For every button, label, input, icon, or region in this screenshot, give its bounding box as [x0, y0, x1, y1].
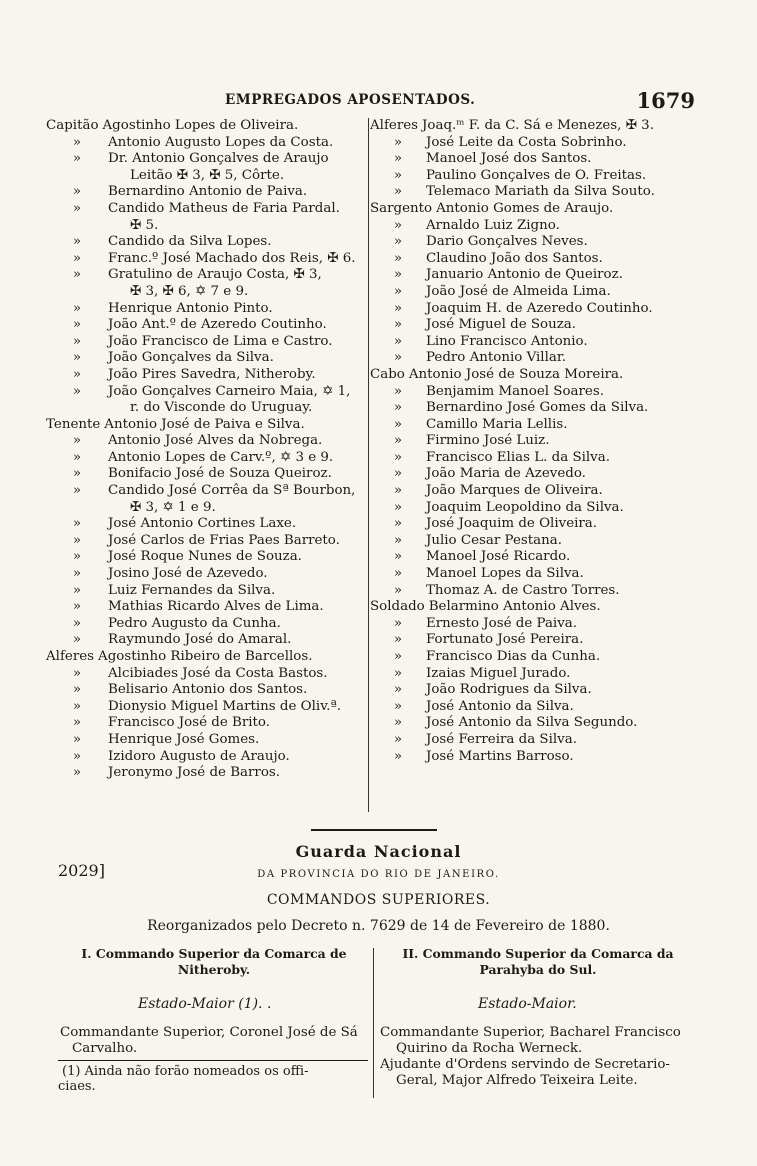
ditto-mark: » — [393, 400, 403, 416]
roster-line — [370, 466, 705, 483]
roster-line — [370, 251, 705, 268]
ditto-mark: » — [72, 549, 82, 565]
officer-name: Telemaco Mariath da Silva Souto. — [426, 184, 655, 200]
roster-line — [370, 151, 705, 168]
ditto-mark: » — [72, 184, 82, 200]
roster-line — [370, 516, 705, 533]
officer-name: Henrique Antonio Pinto. — [108, 300, 273, 316]
ditto-mark: » — [72, 599, 82, 615]
officer-name: Antonio José de Paiva e Silva. — [104, 416, 305, 432]
roster-line — [46, 350, 366, 367]
section-subtitle: DA PROVINCIA DO RIO DE JANEIRO. — [257, 869, 500, 880]
rank-label: Capitão — [46, 118, 99, 133]
ditto-mark: » — [393, 184, 403, 200]
roster-line — [370, 168, 705, 185]
roster-line — [46, 267, 366, 284]
roster-line — [46, 168, 366, 185]
ditto-mark: » — [72, 317, 82, 333]
roster-line — [370, 350, 705, 367]
officer-right-line1: Commandante Superior, Bacharel Francisco — [380, 1025, 681, 1040]
officer-name: Joaquim H. de Azeredo Coutinho. — [426, 300, 653, 316]
ditto-mark: » — [72, 234, 82, 250]
officer-name: Francisco Dias da Cunha. — [426, 649, 601, 664]
ditto-mark: » — [72, 748, 82, 764]
roster-line — [46, 699, 366, 716]
ditto-mark: » — [393, 483, 403, 499]
ditto-mark: » — [393, 333, 403, 349]
rank-label: Tenente — [46, 416, 101, 432]
roster-line — [370, 549, 705, 566]
officer-name: Antonio Lopes de Carv.º, ✡ 3 e 9. — [108, 449, 334, 465]
officer-name: Josino José de Azevedo. — [108, 566, 268, 582]
page-title: EMPREGADOS APOSENTADOS. — [225, 92, 476, 108]
command-title-right-line1: II. Commando Superior da Comarca da — [402, 946, 674, 961]
ditto-mark: » — [72, 433, 82, 449]
officer-name: Firmino José Luiz. — [426, 433, 550, 449]
officer-name: Agostinho Lopes de Oliveira. — [102, 118, 299, 133]
ditto-mark: » — [393, 449, 403, 465]
section-rule — [311, 829, 437, 831]
command-title-right — [378, 946, 698, 978]
roster-line — [370, 218, 705, 235]
officer-name: Joaquim Leopoldino da Silva. — [426, 499, 624, 515]
officer-name: Manoel José Ricardo. — [426, 549, 571, 565]
ditto-mark: » — [393, 433, 403, 449]
roster-line — [370, 566, 705, 583]
officer-name: Antonio José de Souza Moreira. — [408, 366, 624, 382]
roster-line — [46, 516, 366, 533]
ditto-mark: » — [72, 267, 82, 283]
officer-name: João Francisco de Lima e Castro. — [108, 333, 333, 349]
roster-line — [370, 301, 705, 318]
ditto-mark: » — [72, 615, 82, 631]
roster-line — [370, 417, 705, 434]
ditto-mark: » — [72, 300, 82, 316]
ditto-mark: » — [393, 416, 403, 432]
ditto-mark: » — [72, 582, 82, 598]
roster-line — [370, 682, 705, 699]
officer-name: Mathias Ricardo Alves de Lima. — [108, 599, 324, 615]
roster-line — [370, 267, 705, 284]
ditto-mark: » — [393, 632, 403, 648]
roster-line — [46, 135, 366, 152]
officer-right-line4: Geral, Major Alfredo Teixeira Leite. — [396, 1073, 638, 1088]
ditto-mark: » — [393, 682, 403, 698]
ditto-mark: » — [393, 698, 403, 714]
roster-line — [46, 566, 366, 583]
officer-name: ✠ 3, ✠ 6, ✡ 7 e 9. — [130, 283, 249, 299]
roster-line — [46, 201, 366, 218]
officer-name: José Antonio Cortines Laxe. — [108, 516, 297, 532]
officer-name: José Leite da Costa Sobrinho. — [426, 134, 627, 150]
officer-name: Manoel Lopes da Silva. — [426, 566, 584, 582]
roster-line — [370, 533, 705, 550]
officer-name: Franc.º José Machado dos Reis, ✠ 6. — [108, 250, 356, 266]
officer-name: Bernardino Antonio de Paiva. — [108, 184, 308, 200]
officer-left-line2: Carvalho. — [72, 1041, 138, 1056]
ditto-mark: » — [393, 167, 403, 183]
officer-name: Dario Gonçalves Neves. — [426, 234, 588, 250]
ditto-mark: » — [393, 466, 403, 482]
officer-name: Dr. Antonio Gonçalves de Araujo — [108, 151, 329, 167]
ditto-mark: » — [72, 715, 82, 731]
roster-line — [46, 234, 366, 251]
officer-name: Agostinho Ribeiro de Barcellos. — [98, 649, 313, 664]
roster-line — [370, 749, 705, 766]
officer-name: Belarmino Antonio Alves. — [428, 599, 601, 615]
ditto-mark: » — [72, 134, 82, 150]
ditto-mark: » — [72, 350, 82, 366]
officer-name: Henrique José Gomes. — [108, 731, 260, 747]
ditto-mark: » — [72, 151, 82, 167]
roster-line — [370, 483, 705, 500]
ditto-mark: » — [72, 731, 82, 747]
roster-line — [370, 201, 705, 218]
roster-line — [46, 682, 366, 699]
ditto-mark: » — [393, 317, 403, 333]
officer-name: ✠ 3, ✡ 1 e 9. — [130, 499, 216, 515]
roster-line — [46, 616, 366, 633]
rank-label: Cabo — [370, 366, 405, 382]
roster-line — [46, 749, 366, 766]
ditto-mark: » — [72, 366, 82, 382]
ditto-mark: » — [393, 350, 403, 366]
rank-label: Sargento — [370, 200, 433, 216]
commands-divider — [373, 948, 374, 1098]
footnote-line2: ciaes. — [58, 1079, 96, 1094]
ditto-mark: » — [393, 549, 403, 565]
ditto-mark: » — [393, 748, 403, 764]
officer-name: Januario Antonio de Queiroz. — [426, 267, 623, 283]
officer-name: r. do Visconde do Uruguay. — [130, 400, 313, 416]
officer-left-line1: Commandante Superior, Coronel José de Sá — [60, 1025, 358, 1040]
ditto-mark: » — [72, 449, 82, 465]
officer-name: Antonio José Alves da Nobrega. — [108, 433, 323, 449]
officer-right-line2: Quirino da Rocha Werneck. — [396, 1041, 583, 1056]
officer-name: Thomaz A. de Castro Torres. — [426, 582, 620, 598]
officer-name: Bernardino José Gomes da Silva. — [426, 400, 649, 416]
officer-entry-left — [60, 1025, 370, 1057]
roster-line — [46, 400, 366, 417]
ditto-mark: » — [393, 283, 403, 299]
page-number: 1679 — [636, 88, 695, 113]
officer-name: Pedro Antonio Villar. — [426, 350, 567, 366]
officer-name: Gratulino de Araujo Costa, ✠ 3, — [108, 267, 322, 283]
officer-name: João Pires Savedra, Nitheroby. — [108, 366, 316, 382]
roster-line — [46, 483, 366, 500]
roster-line — [46, 251, 366, 268]
roster-line — [46, 317, 366, 334]
ditto-mark: » — [393, 250, 403, 266]
officer-right-line3: Ajudante d'Ordens servindo de Secretario- — [380, 1057, 670, 1072]
roster-line — [370, 732, 705, 749]
roster-line — [370, 400, 705, 417]
ditto-mark: » — [72, 483, 82, 499]
roster-line — [46, 732, 366, 749]
roster-line — [46, 284, 366, 301]
ditto-mark: » — [72, 383, 82, 399]
ditto-mark: » — [393, 715, 403, 731]
ditto-mark: » — [72, 516, 82, 532]
roster-line — [370, 632, 705, 649]
officer-name: Claudino João dos Santos. — [426, 250, 603, 266]
roster-line — [46, 367, 366, 384]
ditto-mark: » — [72, 682, 82, 698]
ditto-mark: » — [393, 300, 403, 316]
roster-line — [46, 433, 366, 450]
ditto-mark: » — [393, 134, 403, 150]
officer-name: Ernesto José de Paiva. — [426, 615, 578, 631]
ditto-mark: » — [393, 234, 403, 250]
roster-line — [46, 632, 366, 649]
officer-name: Julio Cesar Pestana. — [426, 532, 562, 548]
roster-line — [370, 334, 705, 351]
roster-line — [370, 433, 705, 450]
roster-line — [46, 583, 366, 600]
ditto-mark: » — [72, 250, 82, 266]
ditto-mark: » — [72, 532, 82, 548]
roster-line — [370, 284, 705, 301]
footnote-line1: (1) Ainda não forão nomeados os offi- — [62, 1064, 309, 1079]
officer-name: João Gonçalves Carneiro Maia, ✡ 1, — [108, 383, 351, 399]
officer-name: Camillo Maria Lellis. — [426, 416, 568, 432]
command-title-right-line2: Parahyba do Sul. — [479, 962, 597, 977]
ditto-mark: » — [72, 665, 82, 681]
officer-name: José Carlos de Frias Paes Barreto. — [108, 532, 340, 548]
officer-name: Arnaldo Luiz Zigno. — [426, 217, 560, 233]
roster-line — [46, 666, 366, 683]
officer-name: Candido José Corrêa da Sª Bourbon, — [108, 483, 356, 499]
ditto-mark: » — [72, 200, 82, 216]
roster-line — [370, 500, 705, 517]
ditto-mark: » — [393, 566, 403, 582]
officer-name: Antonio Gomes de Araujo. — [436, 200, 614, 216]
rank-label: Alferes — [46, 649, 95, 664]
ditto-mark: » — [72, 333, 82, 349]
roster-line — [46, 218, 366, 235]
column-divider — [368, 118, 369, 812]
rank-label: Soldado — [370, 599, 425, 615]
officer-name: José Joaquim de Oliveira. — [426, 516, 598, 532]
ditto-mark: » — [72, 466, 82, 482]
ditto-mark: » — [72, 632, 82, 648]
left-column — [46, 118, 366, 782]
footnote — [58, 1064, 368, 1094]
section-id: 2029] — [58, 861, 105, 880]
ditto-mark: » — [393, 151, 403, 167]
roster-line — [370, 234, 705, 251]
roster-line — [46, 649, 366, 666]
roster-line — [46, 765, 366, 782]
roster-line — [46, 184, 366, 201]
officer-name: Candido da Silva Lopes. — [108, 234, 272, 250]
ditto-mark: » — [393, 267, 403, 283]
roster-line — [370, 583, 705, 600]
roster-line — [370, 715, 705, 732]
roster-line — [370, 666, 705, 683]
roster-line — [370, 184, 705, 201]
officer-name: Joaq.ᵐ F. da C. Sá e Menezes, ✠ 3. — [422, 118, 654, 133]
roster-line — [46, 500, 366, 517]
officer-name: João José de Almeida Lima. — [426, 283, 611, 299]
roster-line — [370, 317, 705, 334]
roster-line — [370, 135, 705, 152]
right-column — [370, 118, 705, 765]
officer-name: Belisario Antonio dos Santos. — [108, 682, 308, 698]
roster-line — [46, 715, 366, 732]
officer-name: Leitão ✠ 3, ✠ 5, Côrte. — [130, 167, 285, 183]
officer-name: Luiz Fernandes da Silva. — [108, 582, 276, 598]
roster-line — [46, 301, 366, 318]
roster-line — [370, 599, 705, 616]
command-title-left-line2: Nitheroby. — [177, 962, 251, 977]
roster-line — [46, 151, 366, 168]
section-heading: COMMANDOS SUPERIORES. — [266, 892, 491, 908]
officer-name: Candido Matheus de Faria Pardal. — [108, 200, 340, 216]
officer-name: José Martins Barroso. — [426, 748, 574, 764]
officer-name: Bonifacio José de Souza Queiroz. — [108, 466, 332, 482]
officer-name: Francisco Elias L. da Silva. — [426, 449, 610, 465]
staff-label-left: Estado-Maior (1). . — [138, 996, 272, 1012]
ditto-mark: » — [393, 217, 403, 233]
ditto-mark: » — [393, 582, 403, 598]
officer-name: João Rodrigues da Silva. — [426, 682, 592, 698]
roster-line — [370, 384, 705, 401]
ditto-mark: » — [72, 566, 82, 582]
roster-line — [370, 616, 705, 633]
officer-name: Jeronymo José de Barros. — [108, 765, 281, 781]
ditto-mark: » — [72, 698, 82, 714]
roster-line — [370, 367, 705, 384]
officer-name: Paulino Gonçalves de O. Freitas. — [426, 167, 647, 183]
roster-line — [370, 699, 705, 716]
officer-name: Manoel José dos Santos. — [426, 151, 592, 167]
officer-name: Raymundo José do Amaral. — [108, 632, 292, 648]
staff-label-right: Estado-Maior. — [478, 996, 577, 1012]
officer-name: João Maria de Azevedo. — [426, 466, 586, 482]
officer-name: José Ferreira da Silva. — [426, 731, 577, 747]
officer-name: José Roque Nunes de Souza. — [108, 549, 302, 565]
ditto-mark: » — [393, 649, 403, 664]
ditto-mark: » — [393, 532, 403, 548]
officer-name: José Antonio da Silva. — [426, 698, 574, 714]
roster-line — [370, 649, 705, 666]
rank-label: Alferes — [370, 118, 419, 133]
officer-name: José Antonio da Silva Segundo. — [426, 715, 638, 731]
decree-line: Reorganizados pelo Decreto n. 7629 de 14 de Fevereiro de 1880. — [147, 918, 610, 934]
ditto-mark: » — [72, 765, 82, 781]
roster-line — [46, 384, 366, 401]
officer-name: Izidoro Augusto de Araujo. — [108, 748, 290, 764]
officer-name: Izaias Miguel Jurado. — [426, 665, 571, 681]
officer-name: Lino Francisco Antonio. — [426, 333, 588, 349]
roster-line — [370, 450, 705, 467]
roster-line — [46, 599, 366, 616]
officer-name: João Gonçalves da Silva. — [108, 350, 274, 366]
officer-entry-right — [380, 1025, 705, 1089]
officer-name: Fortunato José Pereira. — [426, 632, 584, 648]
officer-name: Francisco José de Brito. — [108, 715, 270, 731]
ditto-mark: » — [393, 665, 403, 681]
roster-line — [46, 450, 366, 467]
roster-line — [46, 533, 366, 550]
page-header — [0, 88, 757, 116]
roster-line — [46, 334, 366, 351]
roster-line — [370, 118, 705, 135]
section-title: Guarda Nacional — [295, 842, 462, 861]
roster-line — [46, 549, 366, 566]
officer-name: José Miguel de Souza. — [426, 317, 577, 333]
roster-line — [46, 118, 366, 135]
officer-name: João Ant.º de Azeredo Coutinho. — [108, 317, 327, 333]
ditto-mark: » — [393, 731, 403, 747]
roster-line — [46, 466, 366, 483]
ditto-mark: » — [393, 615, 403, 631]
command-title-left-line1: I. Commando Superior da Comarca de — [81, 946, 347, 961]
officer-name: Benjamim Manoel Soares. — [426, 383, 604, 399]
footnote-rule — [58, 1060, 368, 1061]
ditto-mark: » — [393, 499, 403, 515]
roster-line — [46, 417, 366, 434]
ditto-mark: » — [393, 516, 403, 532]
officer-name: Pedro Augusto da Cunha. — [108, 615, 281, 631]
officer-name: Dionysio Miguel Martins de Oliv.ª. — [108, 698, 342, 714]
officer-name: Alcibiades José da Costa Bastos. — [108, 665, 328, 681]
officer-name: ✠ 5. — [130, 217, 159, 233]
officer-name: Antonio Augusto Lopes da Costa. — [108, 134, 334, 150]
officer-name: João Marques de Oliveira. — [426, 483, 603, 499]
ditto-mark: » — [393, 383, 403, 399]
command-title-left — [60, 946, 368, 978]
